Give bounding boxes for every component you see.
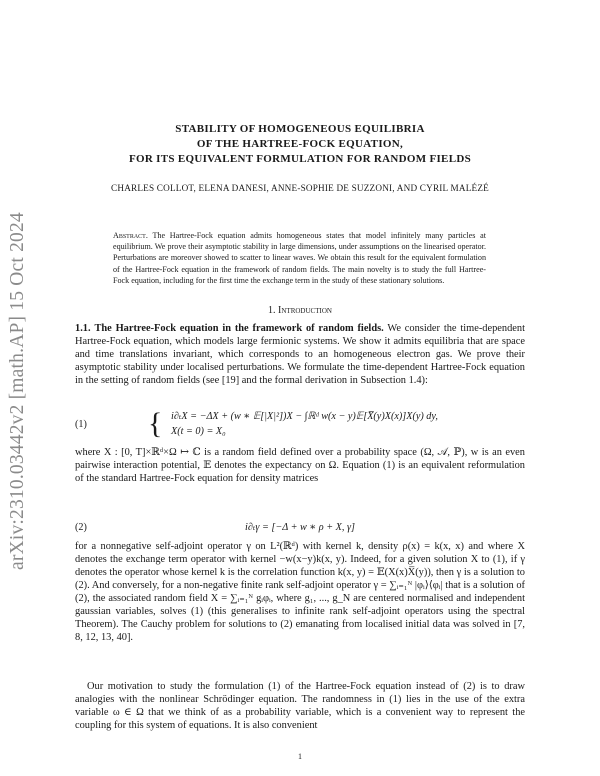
title-line-3: FOR ITS EQUIVALENT FORMULATION FOR RANDOM FIELDS (129, 153, 471, 165)
equation-1-line-1: i∂ₜX = −ΔX + (w ∗ 𝔼[|X|²])X − ∫ℝᵈ w(x − y)𝔼[X̅(y)X(x)]X(y) dy, (171, 411, 438, 422)
equation-1-number: (1) (75, 419, 87, 430)
paragraph-3: for a nonnegative self-adjoint operator γ on L²(ℝᵈ) with kernel k, density ρ(x) = k(x, x) and where X denotes the exchange term operator with kernel −w(x−y)k(x, y). Indeed, for a given solution X to (1), if γ denotes the operator whose kernel k is the correlation function k(x, y) = 𝔼(X(x)X̅(y)), then γ is a solution to (2). And conversely, for a non-negative finite rank self-adjoint operator γ = ∑ᵢ₌₁ᴺ |φᵢ⟩⟨φᵢ| that is a solution of (2), the associated random field X = ∑ᵢ₌₁ᴺ gᵢφᵢ, where g₁, ..., g_N are centered normalised and independent gaussian variables, solves (1) (this generalises to infinite rank self-adjoint operators using the spectral Theorem). The Cauchy problem for solutions to (2) emanating from localised initial data was solved in [7, 8, 12, 13, 40]. (75, 541, 525, 643)
paragraph-4: Our motivation to study the formulation (1) of the Hartree-Fock equation instead of (2) is to draw analogies with the nonlinear Schrödinger equation. The randomness in (1) lies in the use of the extra variable ω ∈ Ω that we think of as a probability variable, which is a convenient way to represent the coupling for this system of equations. It is also convenient (75, 681, 525, 731)
abstract-label: Abstract. (113, 231, 148, 240)
abstract (113, 230, 486, 286)
subsection-title: The Hartree-Fock equation in the framework of random fields. (94, 323, 384, 334)
paper-title (60, 122, 540, 167)
title-line-1: STABILITY OF HOMOGENEOUS EQUILIBRIA (175, 123, 425, 135)
subsection-number: 1.1. (75, 323, 91, 334)
author-list: CHARLES COLLOT, ELENA DANESI, ANNE-SOPHIE DE SUZZONI, AND CYRIL MALÉZÉ (111, 183, 489, 193)
section-heading (0, 305, 600, 316)
equation-2-number: (2) (75, 522, 87, 533)
abstract-text: The Hartree-Fock equation admits homogeneous states that model infinitely many particles at equilibrium. We prove their asymptotic stability in large dimensions, under assumptions on the linearised operator. Perturbations are moreover showed to scatter to linear waves. We obtain this result for the equivalent formulation of the Hartree-Fock equation in the framework of random fields. The main novelty is to study the full Hartree-Fock equation, including for the first time the exchange term in the study of these stationary solutions. (113, 231, 486, 285)
equation-2-content: i∂ₜγ = [−Δ + w ∗ ρ + X, γ] (245, 522, 355, 533)
equation-1-line-2: X(t = 0) = X₀ (171, 426, 226, 437)
arxiv-identifier-stamp: arXiv:2310.03442v2 [math.AP] 15 Oct 2024 (7, 212, 28, 570)
paragraph-1-text: We consider the time-dependent Hartree-Fock equation, which models large fermionic systems. We show it admits equilibria that are space and time translations invariant, which corresponds to an homogeneous electron gas. We prove their asymptotic stability under localised perturbations. We formulate the time-dependent Hartree-Fock equation in the setting of random fields (see [19] and the formal derivation in Subsection 1.4): (75, 323, 525, 386)
title-line-2: OF THE HARTREE-FOCK EQUATION, (196, 138, 404, 150)
page-number: 1 (298, 752, 302, 761)
paragraph-2: where X : [0, T]×ℝᵈ×Ω ↦ ℂ is a random field defined over a probability space (Ω, 𝒜, ℙ), w is an even pairwise interaction potential, 𝔼 denotes the expectancy on Ω. Equation (1) is an equivalent reformulation of the standard Hartree-Fock equation for density matrices (75, 447, 525, 484)
equation-2 (75, 522, 525, 533)
equation-1-brace: { (148, 407, 163, 440)
intro-paragraph-1 (75, 322, 525, 387)
equation-1 (75, 407, 525, 441)
section-number: 1. (268, 305, 276, 316)
section-title: Introduction (278, 305, 332, 316)
